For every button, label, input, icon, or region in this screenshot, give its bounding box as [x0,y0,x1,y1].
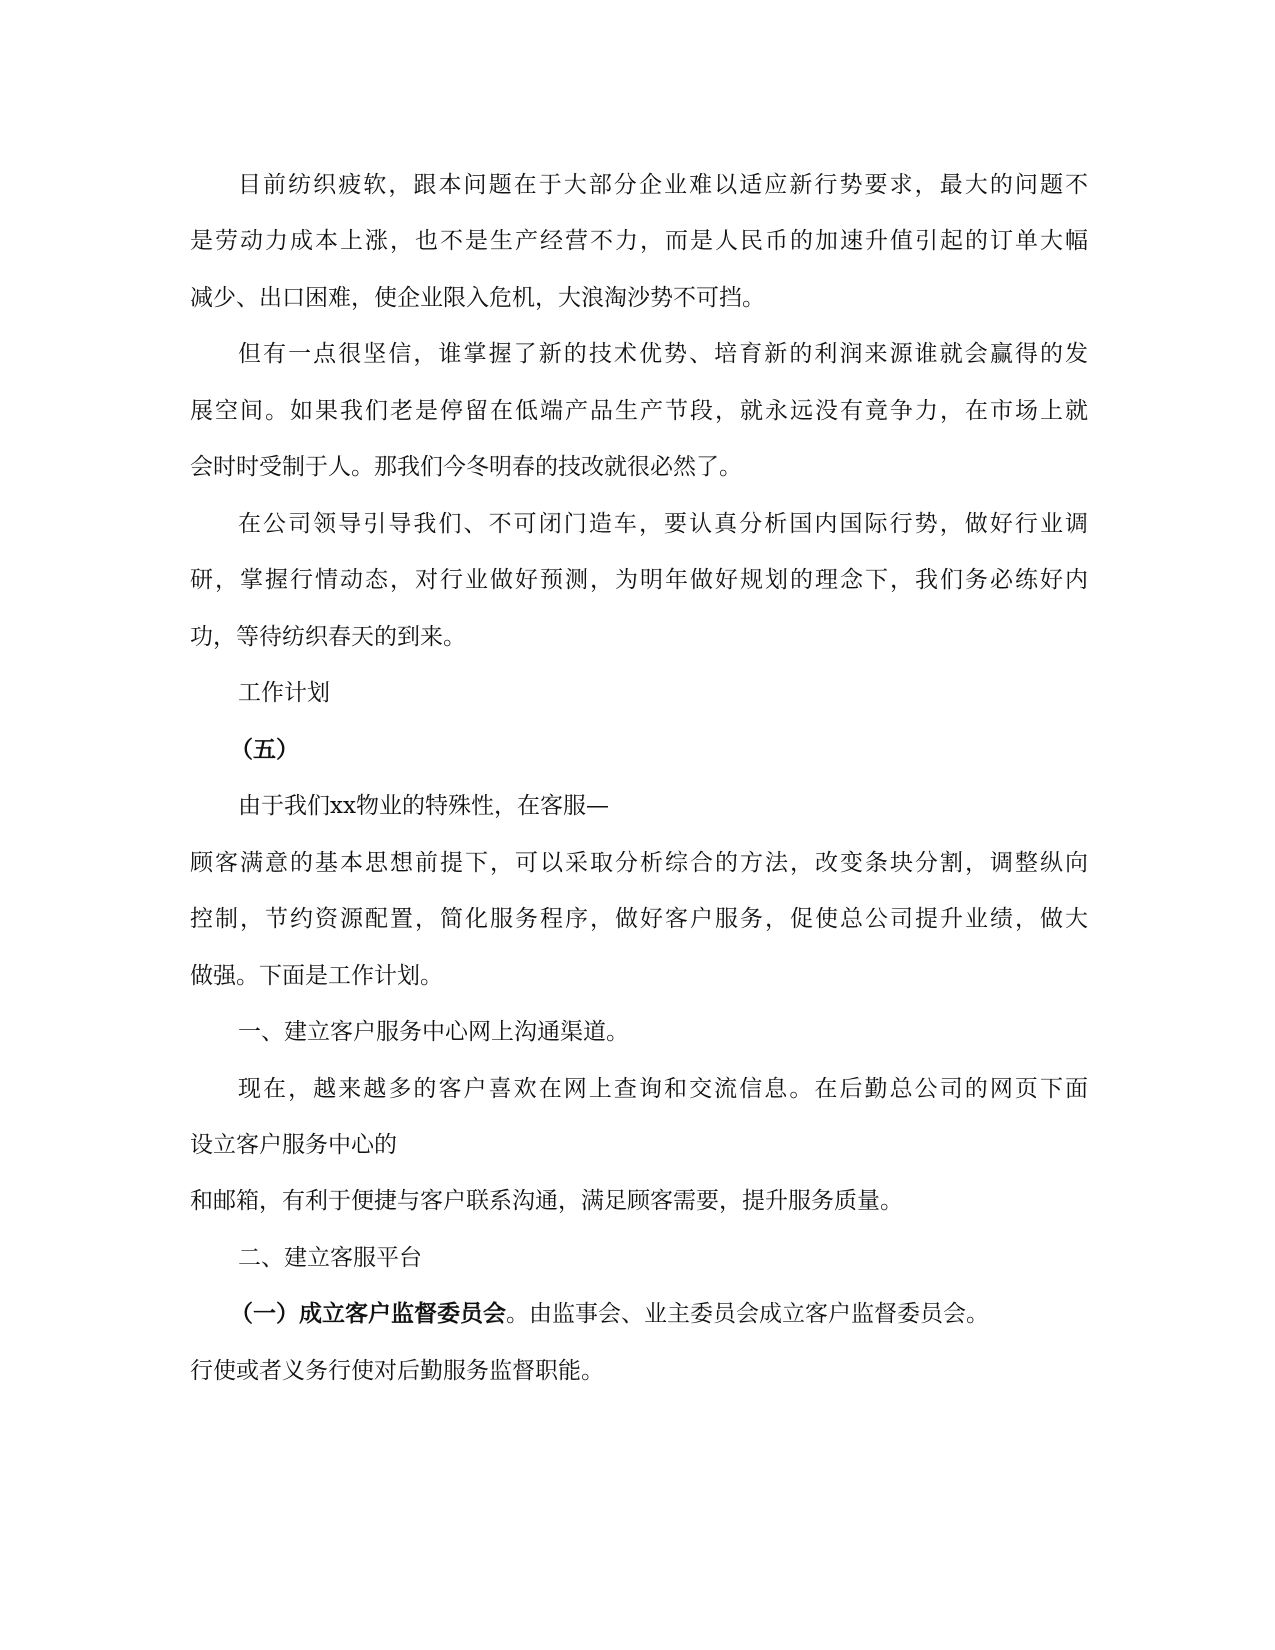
paragraph-3-line-1: 在公司领导引导我们、不可闭门造车，要认真分析国内国际行势，做好行业调 [238,511,1088,537]
committee-line-rest: 。由监事会、业主委员会成立客户监督委员会。 [506,1301,989,1327]
paragraph-1-line-2: 是劳动力成本上涨，也不是生产经营不力，而是人民币的加速升值引起的订单大幅 [190,228,1088,254]
section-number-heading: （五） [230,736,299,763]
committee-lead-text: （一）成立客户监督委员会 [230,1300,506,1327]
paragraph-1-line-3: 减少、出口困难，使企业限入危机，大浪淘沙势不可挡。 [190,285,765,311]
paragraph-2-line-3: 会时时受制于人。那我们今冬明春的技改就很必然了。 [190,454,742,480]
paragraph-6-line-1 [230,1299,989,1329]
paragraph-4-line-1: 由于我们xx物业的特殊性，在客服— [238,793,609,819]
section-2-title: 二、建立客服平台 [238,1245,422,1271]
paragraph-6-line-2: 行使或者义务行使对后勤服务监督职能。 [190,1358,604,1384]
paragraph-2-line-2: 展空间。如果我们老是停留在低端产品生产节段，就永远没有竟争力，在市场上就 [190,398,1088,424]
paragraph-3-line-3: 功，等待纺织春天的到来。 [190,624,466,650]
paragraph-2-line-1: 但有一点很坚信，谁掌握了新的技术优势、培育新的利润来源谁就会赢得的发 [238,341,1088,367]
paragraph-4-line-2: 顾客满意的基本思想前提下，可以采取分析综合的方法，改变条块分割，调整纵向 [190,850,1088,876]
paragraph-5-line-1: 现在，越来越多的客户喜欢在网上查询和交流信息。在后勤总公司的网页下面 [238,1076,1088,1102]
section-1-title: 一、建立客户服务中心网上沟通渠道。 [238,1019,629,1045]
paragraph-4-line-3: 控制，节约资源配置，简化服务程序，做好客户服务，促使总公司提升业绩，做大 [190,906,1088,932]
paragraph-1-line-1: 目前纺织疲软，跟本问题在于大部分企业难以适应新行势要求，最大的问题不 [238,172,1088,198]
paragraph-4-line-4: 做强。下面是工作计划。 [190,963,443,989]
paragraph-5-line-2: 设立客户服务中心的 [190,1132,397,1158]
paragraph-3-line-2: 研，掌握行情动态，对行业做好预测，为明年做好规划的理念下，我们务必练好内 [190,567,1088,593]
paragraph-5-line-3: 和邮箱，有利于便捷与客户联系沟通，满足顾客需要，提升服务质量。 [190,1188,903,1214]
work-plan-heading: 工作计划 [238,680,330,706]
